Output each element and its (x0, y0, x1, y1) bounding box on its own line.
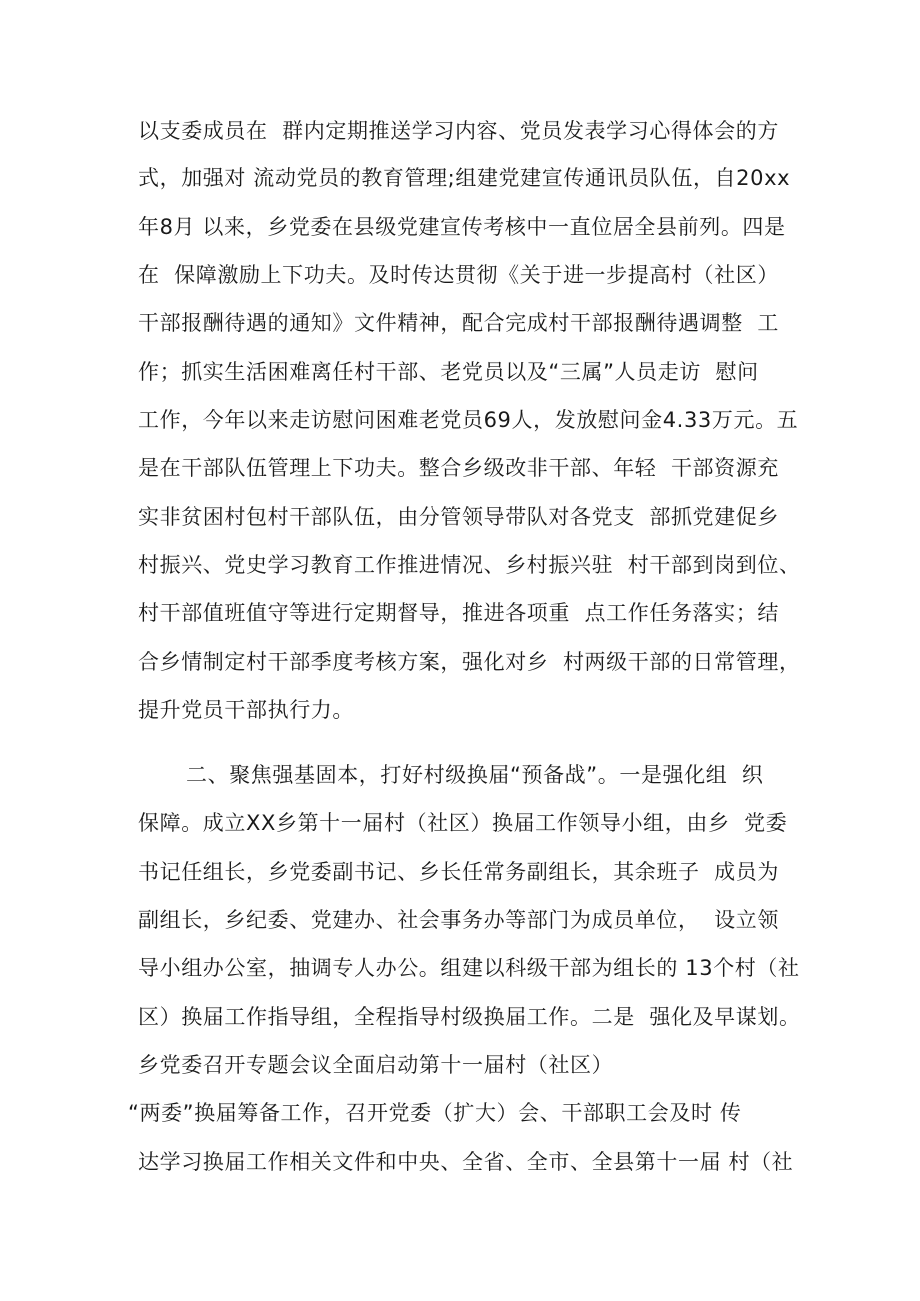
text-line-12: 合乡情制定村干部季度考核方案，强化对乡 村两级干部的日常管理， (138, 650, 801, 674)
text-line-7: 工作，今年以来走访慰问困难老党员69人，发放慰问金4.33万元。五 (138, 408, 799, 432)
text-line-4: 在 保障激励上下功夫。及时传达贯彻《关于进一步提高村（社区） (138, 263, 779, 287)
text-line-8: 是在干部队伍管理上下功夫。整合乡级改非干部、年轻 干部资源充 (138, 456, 779, 480)
text-line-19: 区）换届工作指导组，全程指导村级换届工作。二是 强化及早谋划。 (138, 1005, 801, 1029)
text-line-5: 干部报酬待遇的通知》文件精神，配合完成村干部报酬待遇调整 工 (138, 311, 779, 335)
text-line-13: 提升党员干部执行力。 (138, 698, 354, 722)
text-line-20: 乡党委召开专题会议全面启动第十一届村（社区） (138, 1053, 614, 1077)
text-line-21: “两委”换届筹备工作，召开党委（扩大）会、干部职工会及时 传 (128, 1101, 742, 1125)
text-line-9: 实非贫困村包村干部队伍，由分管领导带队对各党支 部抓党建促乡 (138, 505, 779, 529)
text-line-6: 作；抓实生活困难离任村干部、老党员以及“三属”人员走访 慰问 (138, 360, 759, 384)
text-line-3: 年8月 以来，乡党委在县级党建宣传考核中一直位居全县前列。四是 (138, 215, 786, 239)
text-line-2: 式，加强对 流动党员的教育管理;组建党建宣传通讯员队伍，自20xx (138, 166, 791, 190)
text-line-15: 保障。成立XX乡第十一届村（社区）换届工作领导小组，由乡 党委 (138, 811, 788, 835)
text-line-10: 村振兴、党史学习教育工作推进情况、乡村振兴驻 村干部到岗到位、 (138, 553, 801, 577)
text-line-18: 导小组办公室，抽调专人办公。组建以科级干部为组长的 13个村（社 (138, 956, 800, 980)
text-line-17: 副组长，乡纪委、党建办、社会事务办等部门为成员单位， 设立领 (138, 908, 779, 932)
text-line-1: 以支委成员在 群内定期推送学习内容、党员发表学习心得体会的方 (138, 119, 779, 143)
text-line-14: 二、聚焦强基固本，打好村级换届“预备战”。一是强化组 织 (186, 763, 764, 787)
text-line-22: 达学习换届工作相关文件和中央、全省、全市、全县第十一届 村（社 (138, 1150, 794, 1174)
text-line-16: 书记任组长，乡党委副书记、乡长任常务副组长，其余班子 成员为 (138, 860, 779, 884)
text-line-11: 村干部值班值守等进行定期督导，推进各项重 点工作任务落实；结 (138, 601, 779, 625)
